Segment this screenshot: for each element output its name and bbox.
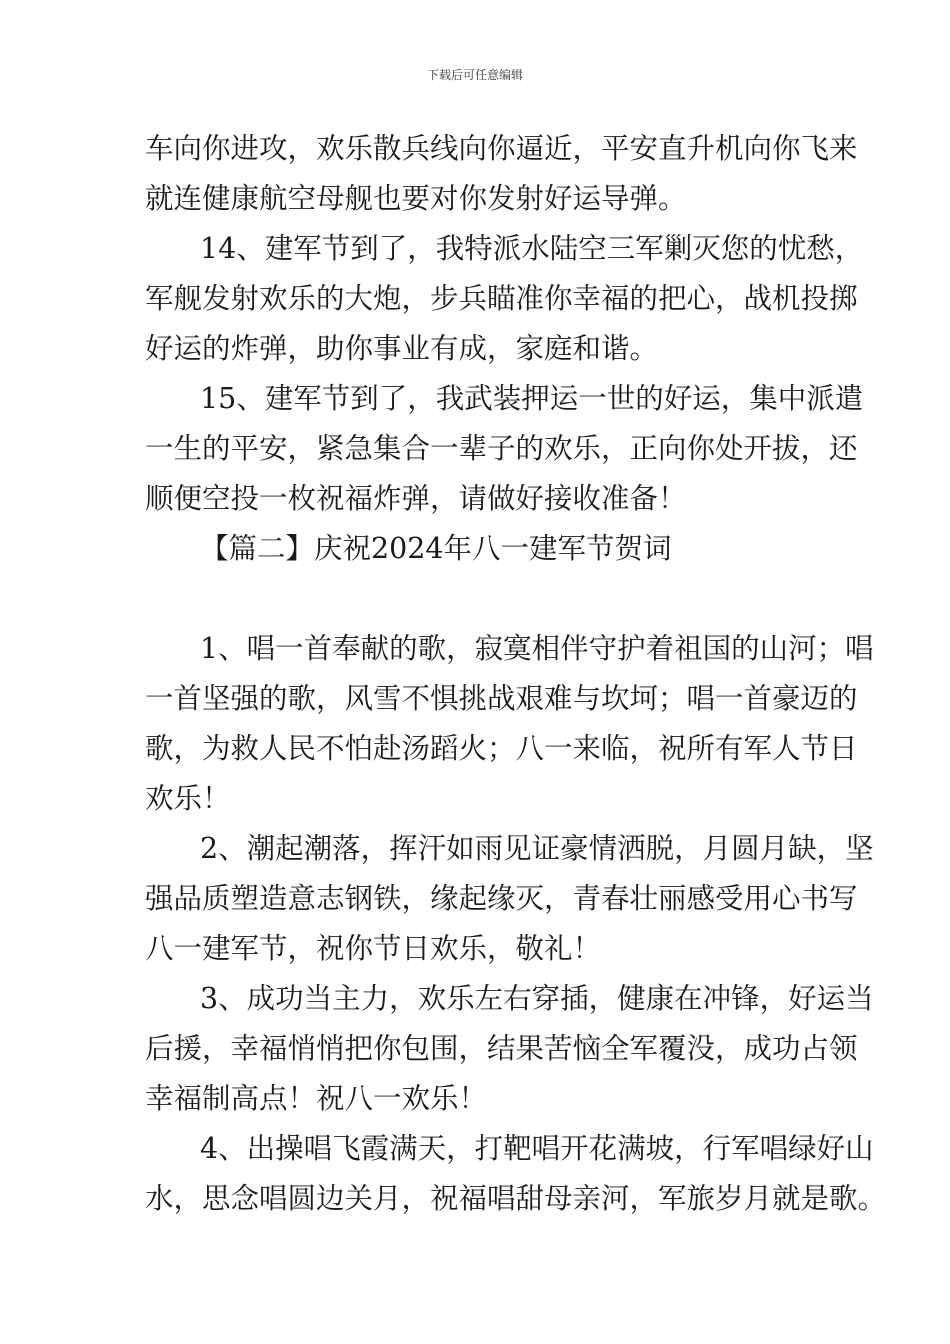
text-line: 欢乐！: [145, 782, 231, 815]
text-line: 好运的炸弹，助你事业有成，家庭和谐。: [145, 332, 659, 365]
text-line: 水，思念唱圆边关月，祝福唱甜母亲河，军旅岁月就是歌。: [145, 1182, 887, 1215]
section-heading: 【篇二】庆祝2024年八一建军节贺词: [200, 532, 672, 565]
paragraph-2-start: 2、潮起潮落，挥汗如雨见证豪情洒脱，月圆月缺，坚: [200, 832, 874, 865]
text-line: 顺便空投一枚祝福炸弹，请做好接收准备！: [145, 482, 687, 515]
paragraph-14-start: 14、建军节到了，我特派水陆空三军剿灭您的忧愁，: [200, 232, 864, 265]
text-line: 就连健康航空母舰也要对你发射好运导弹。: [145, 182, 687, 215]
text-line: 军舰发射欢乐的大炮，步兵瞄准你幸福的把心，战机投掷: [145, 282, 858, 315]
text-line: 车向你进攻，欢乐散兵线向你逼近，平安直升机向你飞来: [145, 132, 858, 165]
text-line: 歌，为救人民不怕赴汤蹈火；八一来临，祝所有军人节日: [145, 732, 858, 765]
paragraph-1-start: 1、唱一首奉献的歌，寂寞相伴守护着祖国的山河；唱: [200, 632, 874, 665]
paragraph-15-start: 15、建军节到了，我武装押运一世的好运，集中派遣: [200, 382, 864, 415]
text-line: 一生的平安，紧急集合一辈子的欢乐，正向你处开拔，还: [145, 432, 858, 465]
paragraph-3-start: 3、成功当主力，欢乐左右穿插，健康在冲锋，好运当: [200, 982, 874, 1015]
blank-line: [145, 574, 810, 624]
paragraph-4-start: 4、出操唱飞霞满天，打靶唱开花满坡，行军唱绿好山: [200, 1132, 874, 1165]
text-line: 后援，幸福悄悄把你包围，结果苦恼全军覆没，成功占领: [145, 1032, 858, 1065]
text-line: 强品质塑造意志钢铁，缘起缘灭，青春壮丽感受用心书写: [145, 882, 858, 915]
document-body: [145, 124, 887, 1224]
text-line: 幸福制高点！祝八一欢乐！: [145, 1082, 488, 1115]
text-line: 一首坚强的歌，风雪不惧挑战艰难与坎坷；唱一首豪迈的: [145, 682, 858, 715]
text-line: 八一建军节，祝你节日欢乐，敬礼！: [145, 932, 602, 965]
page-header-note: 下载后可任意编辑: [426, 68, 523, 82]
